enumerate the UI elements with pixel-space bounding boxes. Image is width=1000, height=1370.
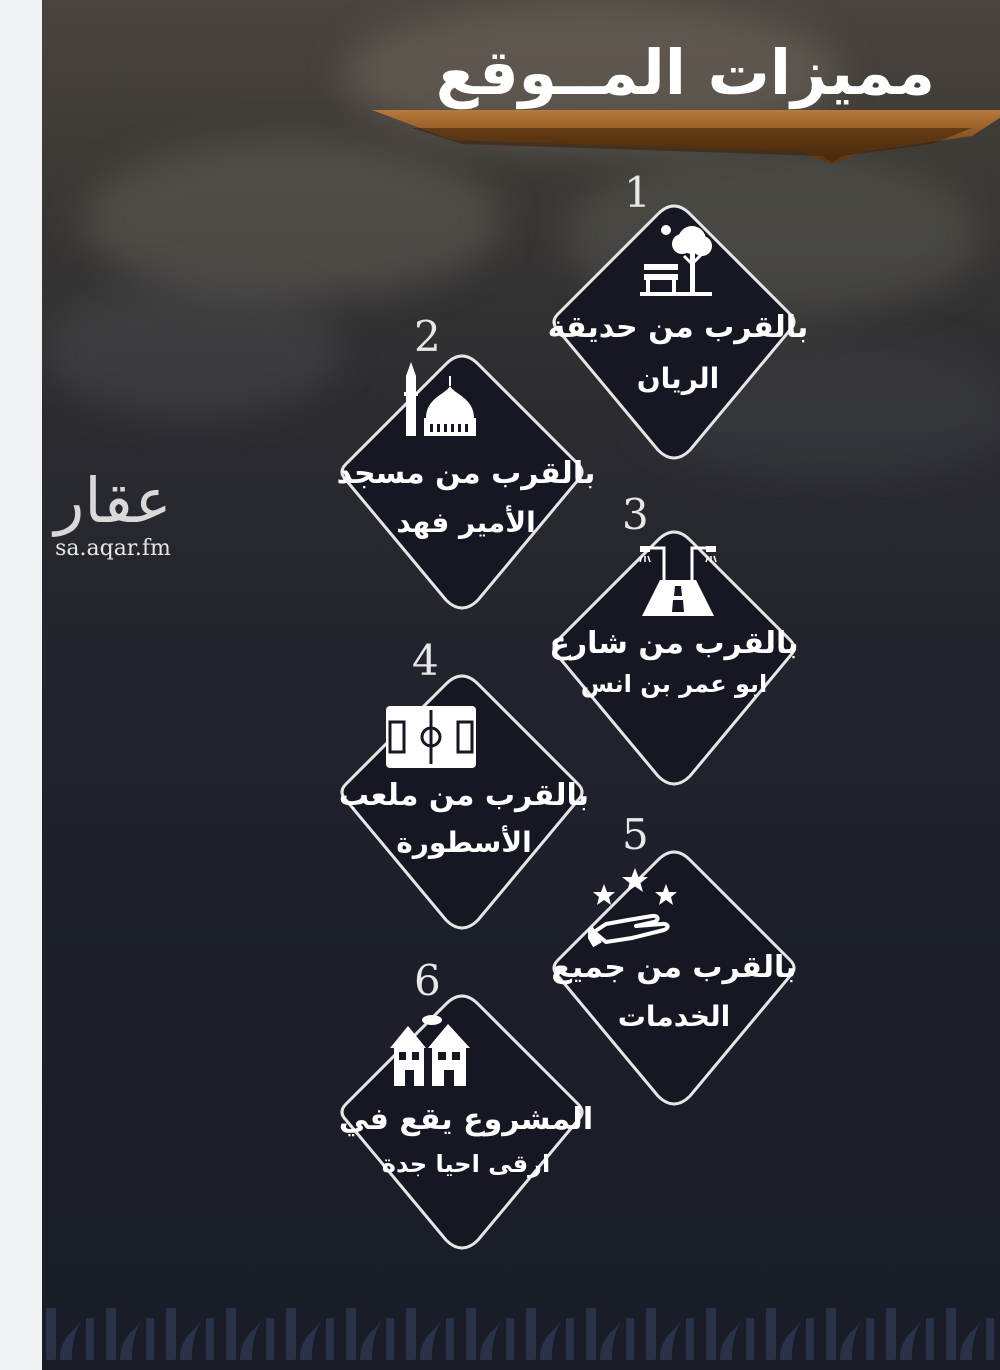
feature-subtitle: الخدمات	[617, 1000, 731, 1033]
watermark-url: sa.aqar.fm	[55, 536, 171, 561]
feature-number: 5	[622, 810, 649, 859]
feature-number: 4	[412, 636, 439, 685]
feature-title: بالقرب من ملعب	[338, 778, 590, 813]
watermark-logo: عقار	[54, 464, 172, 537]
feature-subtitle: الأمير فهد	[396, 506, 536, 539]
hand-stars-icon	[588, 862, 682, 948]
feature-title: بالقرب من حديقة	[547, 310, 809, 345]
feature-number: 3	[622, 490, 649, 539]
feature-title: المشروع يقع في	[338, 1102, 594, 1137]
feature-subtitle: الريان	[636, 362, 720, 395]
feature-subtitle: ابو عمر بن انس	[580, 670, 768, 698]
feature-title: بالقرب من شارع	[549, 626, 799, 661]
street-lights-road-icon	[638, 540, 718, 618]
feature-subtitle: ارقى احيا جدة	[381, 1150, 551, 1178]
feature-number: 6	[414, 956, 441, 1005]
aqar-watermark	[38, 466, 188, 561]
decorative-pattern	[42, 1290, 1000, 1370]
feature-title: بالقرب من جميع	[551, 950, 797, 985]
feature-number: 2	[414, 312, 441, 361]
poster	[42, 0, 1000, 1370]
feature-subtitle: الأسطورة	[396, 826, 532, 859]
page-title: مميزات المــوقع	[435, 36, 935, 109]
park-bench-tree-icon	[638, 218, 718, 298]
houses-icon	[388, 1012, 472, 1088]
football-field-icon	[386, 706, 476, 768]
mosque-icon	[398, 356, 480, 440]
feature-number: 1	[624, 168, 651, 217]
feature-title: بالقرب من مسجد	[336, 456, 596, 491]
